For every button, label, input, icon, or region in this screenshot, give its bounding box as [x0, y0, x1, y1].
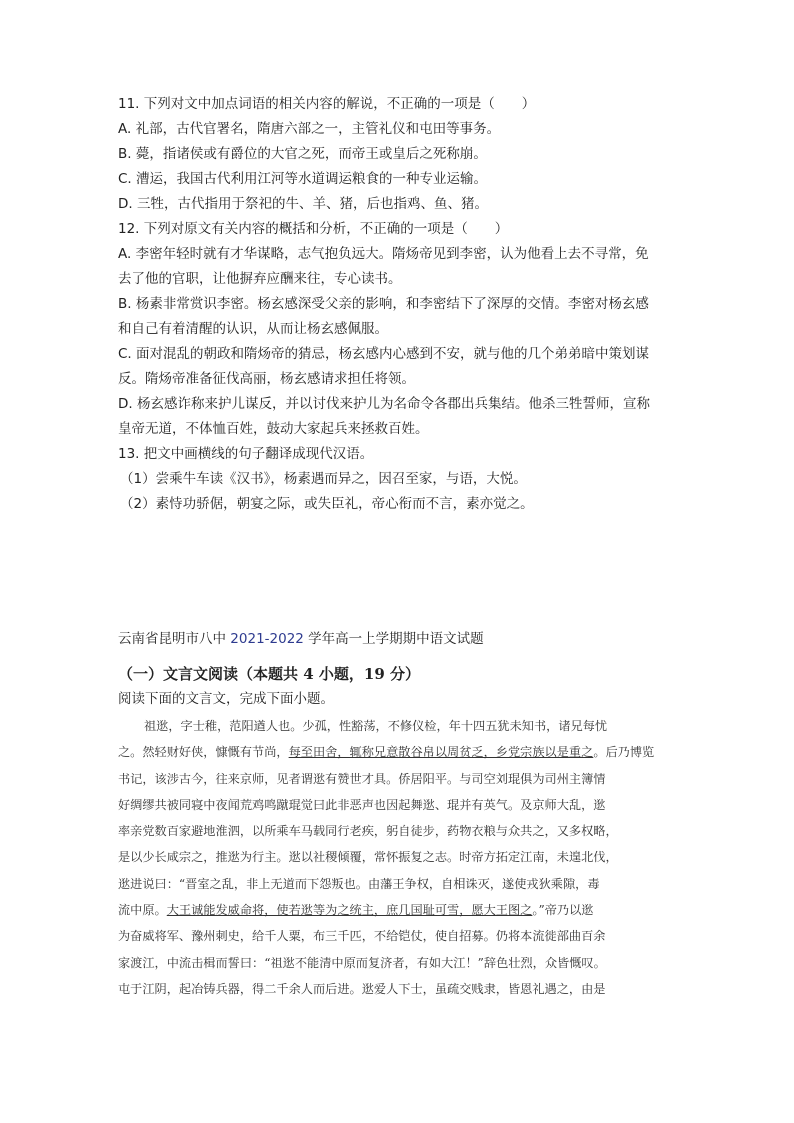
q12-option-a-line2: 去了他的官职，让他摒弃应酬来往，专心读书。: [118, 271, 402, 287]
q12-option-b-line1: B. 杨素非常赏识李密。杨玄感深受父亲的影响，和李密结下了深厚的交情。李密对杨玄感: [118, 296, 649, 312]
passage-line: 祖逖，字士稚，范阳遒人也。少孤，性豁荡，不修仪检，年十四五犹未知书，诸兄每忧: [144, 719, 608, 733]
passage-line: 家渡江，中流击楫而誓曰：“祖逖不能清中原而复济者，有如大江！”辞色壮烈，众皆慨叹。: [118, 955, 606, 970]
q12-option-a-line1: A. 李密年轻时就有才华谋略，志气抱负远大。隋炀帝见到李密，认为他看上去不寻常，免: [118, 246, 649, 262]
passage-line: 书记，该涉古今，往来京师，见者谓逖有赞世才具。侨居阳平。与司空刘琨俱为司州主簿情: [118, 771, 606, 786]
passage-line: 之。然轻财好侠，慷慨有节尚，每至田舍，辄称兄意散谷帛以周贫乏，乡党宗族以是重之。后乃博览: [118, 745, 655, 760]
q12-option-b-line2: 和自己有着清醒的认识，从而让杨玄感佩服。: [118, 321, 388, 337]
underlined-sentence: 大王诚能发威命将，使若逖等为之统主，庶几国耻可雪，愿大王图之: [166, 903, 533, 918]
q13-item-1: （1）尝乘牛车读《汉书》，杨素遇而异之，因召至家，与语，大悦。: [120, 471, 527, 487]
source-years: 2021-2022: [230, 631, 304, 647]
source-school: 云南省昆明市八中: [118, 631, 231, 647]
passage-line: 屯于江阴，起冶铸兵器，得二千余人而后进。逖爱人下士，虽疏交贱隶，皆恩礼遇之，由是: [118, 981, 606, 996]
passage-line: 率亲党数百家避地淮泗，以所乘车马载同行老疾，躬自徒步，药物衣粮与众共之，又多权略，: [118, 824, 618, 839]
q12-stem: 12. 下列对原文有关内容的概括和分析，不正确的一项是（ ）: [118, 221, 509, 237]
questions-block: [118, 92, 678, 517]
underlined-sentence: 每至田舍，辄称兄意散谷帛以周贫乏，乡党宗族以是重之: [288, 745, 594, 760]
passage-block: [118, 627, 678, 1002]
q13-item-2: （2）素恃功骄倨，朝宴之际，或失臣礼，帝心衔而不言，素亦觉之。: [120, 496, 534, 512]
q12-option-d-line1: D. 杨玄感诈称来护儿谋反，并以讨伐来护儿为名命令各郡出兵集结。他杀三牲誓师，宣称: [118, 396, 650, 412]
q11-option-a: A. 礼部，古代官署名，隋唐六部之一，主管礼仪和屯田等事务。: [118, 121, 501, 137]
passage-line: 流中原。大王诚能发威命将，使若逖等为之统主，庶几国耻可雪，愿大王图之。”帝乃以逖: [118, 903, 594, 918]
passage-line: 是以少长咸宗之，推逖为行主。逖以社稷倾覆，常怀振复之志。时帝方拓定江南，未遑北伐，: [118, 850, 618, 865]
q12-option-c-line1: C. 面对混乱的朝政和隋炀帝的猜忌，杨玄感内心感到不安，就与他的几个弟弟暗中策划谋: [118, 346, 650, 362]
passage-line: 好绸缪共被同寝中夜闻荒鸡鸣蹴琨觉曰此非恶声也因起舞逖、琨并有英气。及京师大乱，逖: [118, 797, 606, 812]
q13-stem: 13. 把文中画横线的句子翻译成现代汉语。: [118, 446, 374, 462]
passage-line: 为奋威将军、豫州刺史，给千人粟，布三千匹，不给铠仗，使自招募。仍将本流徙部曲百余: [118, 929, 606, 944]
instruction-text: 阅读下面的文言文，完成下面小题。: [118, 691, 334, 707]
source-exam: 学年高一上学期期中语文试题: [303, 631, 484, 647]
classical-passage: [118, 713, 678, 1002]
section-title: （一）文言文阅读（本题共 4 小题，19 分）: [118, 665, 420, 683]
q11-option-c: C. 漕运，我国古代利用江河等水道调运粮食的一种专业运输。: [118, 171, 488, 187]
source-title: [118, 627, 678, 651]
q11-stem: 11. 下列对文中加点词语的相关内容的解说，不正确的一项是（ ）: [118, 96, 536, 112]
q12-option-c-line2: 反。隋炀帝准备征伐高丽，杨玄感请求担任将领。: [118, 371, 415, 387]
q12-option-d-line2: 皇帝无道，不体恤百姓，鼓动大家起兵来拯救百姓。: [118, 421, 429, 437]
q11-option-b: B. 薨，指诸侯或有爵位的大官之死，而帝王或皇后之死称崩。: [118, 146, 487, 162]
q11-option-d: D. 三牲，古代指用于祭祀的牛、羊、猪，后也指鸡、鱼、猪。: [118, 196, 488, 212]
passage-line: 逖进说曰：“晋室之乱，非上无道而下怨叛也。由藩王争权，自相诛灭，遂使戎狄乘隙，毒: [118, 876, 600, 891]
